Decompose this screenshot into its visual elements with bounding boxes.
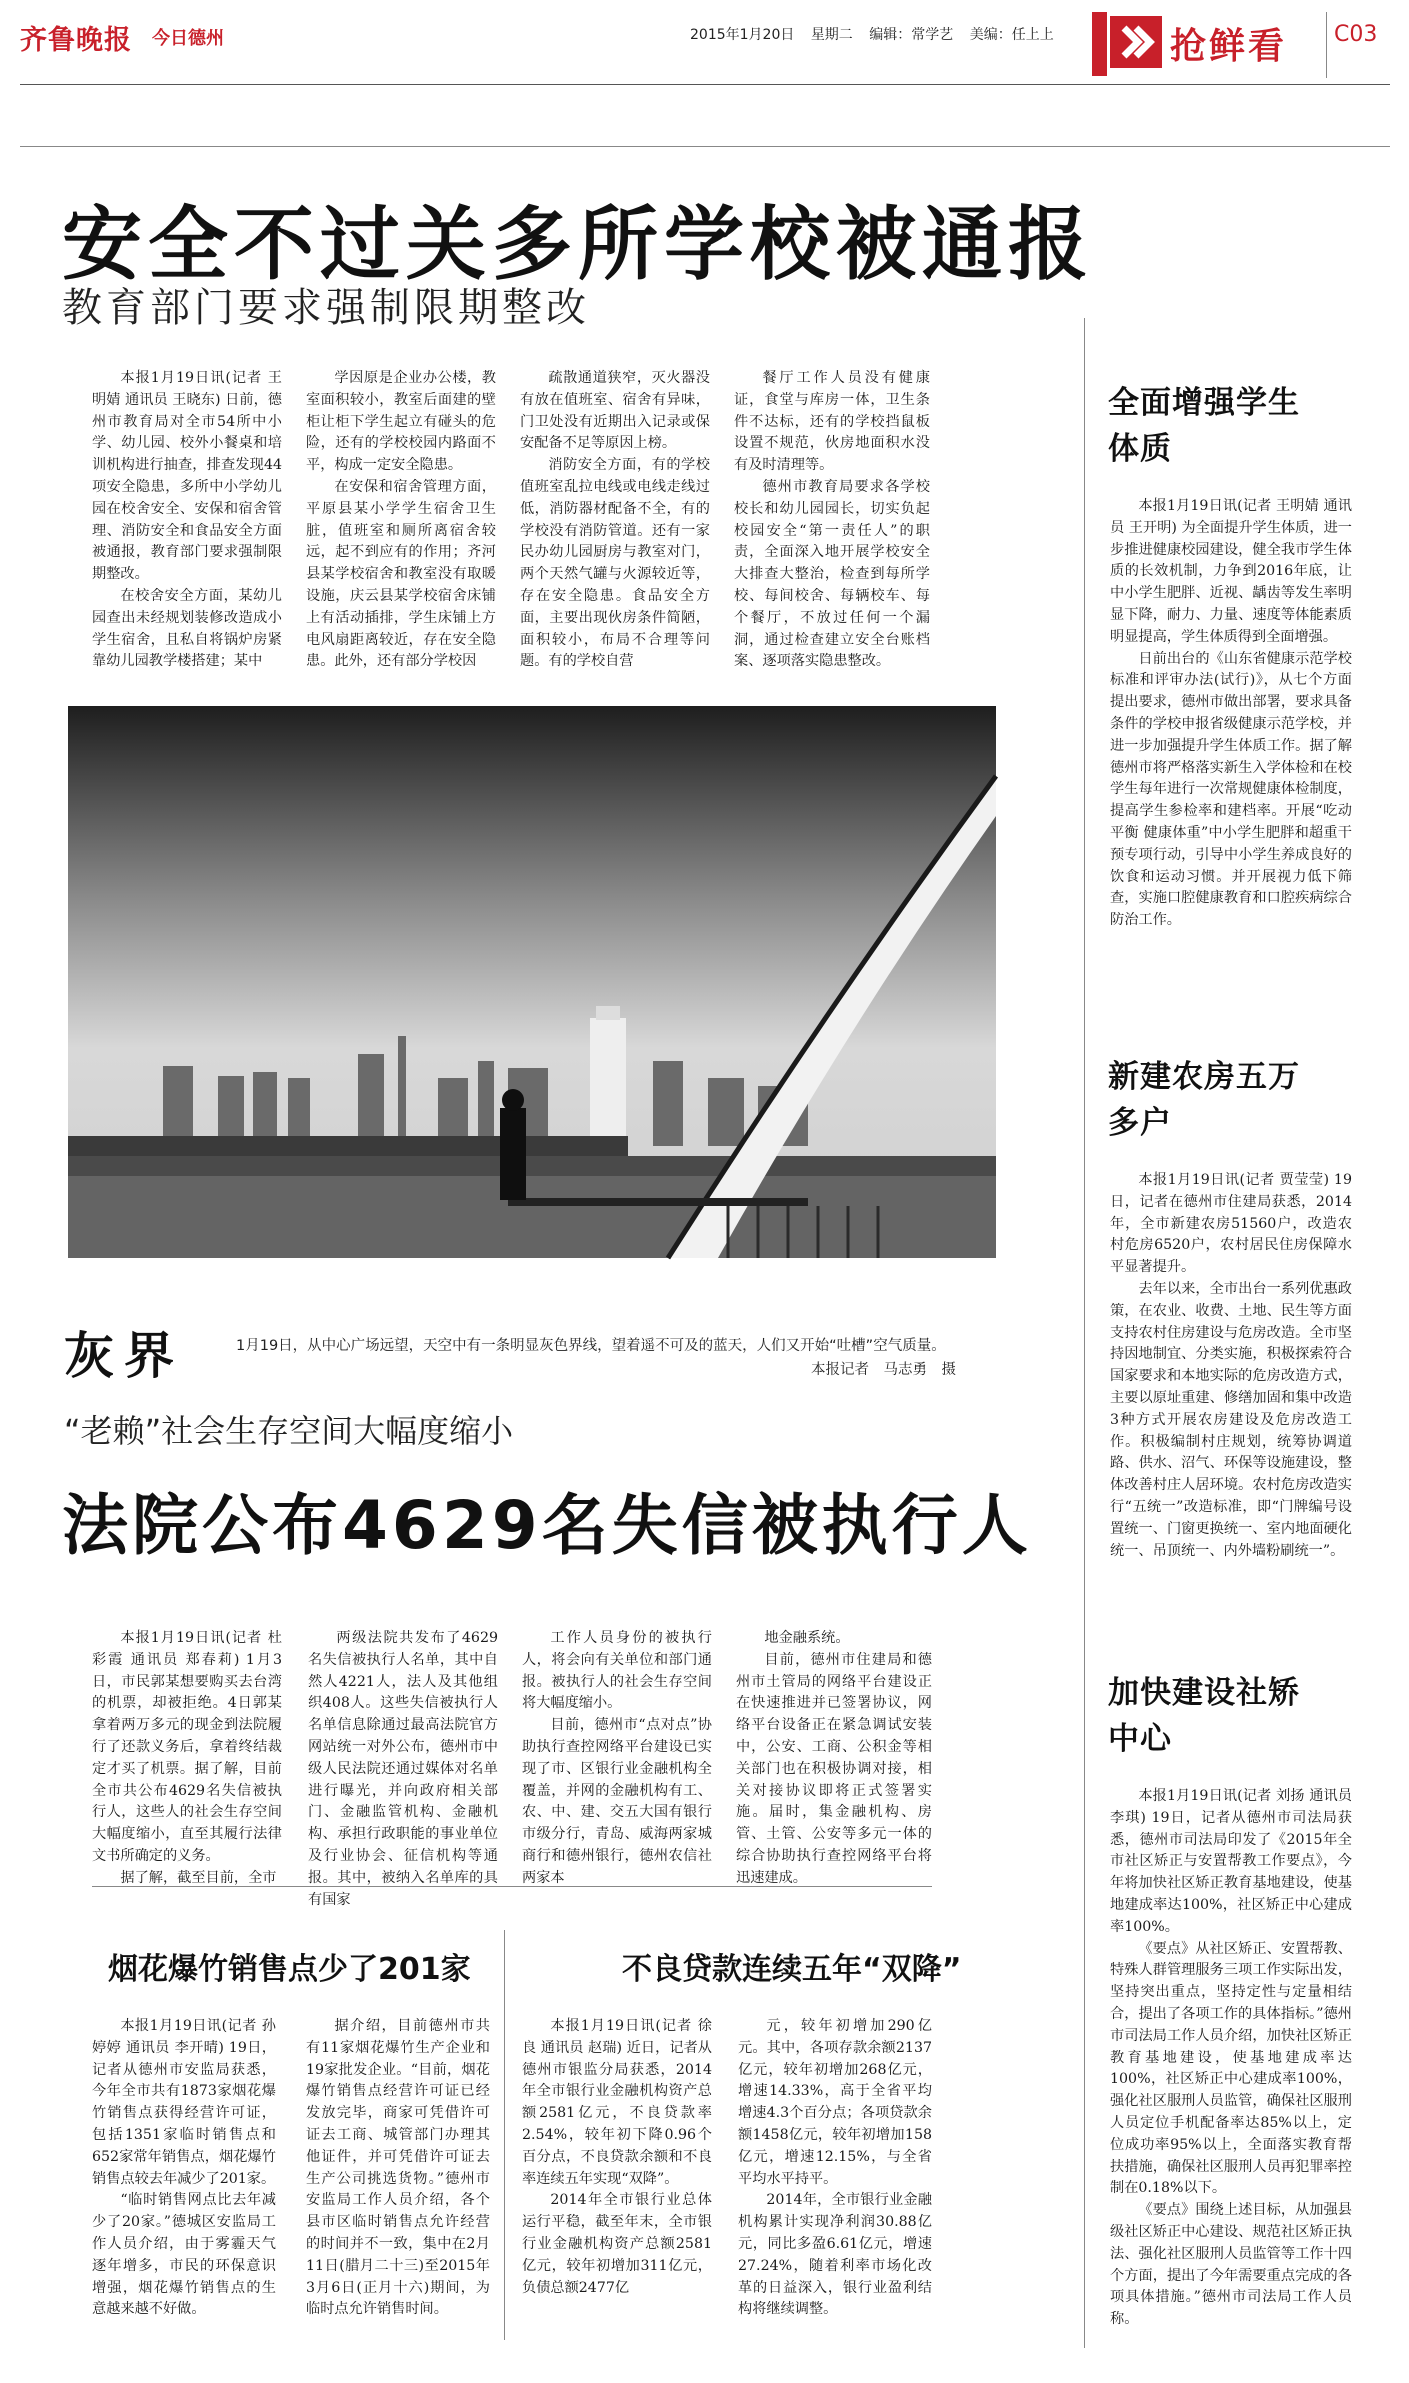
court-column-1: 本报1月19日讯(记者 杜彩霞 通讯员 郑春莉) 1月3日，市民郭某想要购买去台湾的机票，却被拒绝。4日郭某拿着两万多元的现金到法院履行了还款义务后，拿着终结裁定才买了机票。据了解，目前全市共公布4629名失信被执行人，这些人的社会生存空间大幅度缩小，直至其履行法律文书所确定的义务。 据了解，截至目前，全市 (92, 1630, 282, 1886)
fireworks-headline: 烟花爆竹销售点少了201家 (108, 1952, 471, 1987)
header-rule-2 (20, 146, 1390, 147)
cityscape-photo (68, 706, 996, 1258)
lead-column-3: 疏散通道狭窄，灭火器没有放在值班室、宿舍有异味，门卫处没有近期出入记录或保安配备不足等原因上榜。 消防安全方面，有的学校值班室乱拉电线或电线走线过低，消防器材配备不全，有的学校没有消防管道。还有一家民办幼儿园厨房与教室对门，两个天然气罐与火源较近等，存在安全隐患。食品安全方面，主要出现伙房条件简陋，面积较小，布局不合理等问题。有的学校自营 (520, 370, 710, 670)
column-tag: 抢鲜看 (1170, 26, 1288, 67)
fast-forward-icon (1110, 16, 1162, 68)
section-name: 今日德州 (152, 28, 224, 49)
fireworks-column-1: 本报1月19日讯(记者 孙婷婷 通讯员 李开晴) 19日，记者从德州市安监局获悉，今年全市共有1873家烟花爆竹销售点获得经营许可证，包括1351家临时销售点和652家常年销售点，烟花爆竹销售点较去年减少了201家。 “临时销售网点比去年减少了20家。”德城区安监局工作人员介绍，由于雾霾天气逐年增多，市民的环保意识增强，烟花爆竹销售点的生意越来越不好做。 (92, 2018, 276, 2318)
court-kicker: “老赖”社会生存空间大幅度缩小 (64, 1412, 514, 1450)
court-headline: 法院公布4629名失信被执行人 (62, 1487, 1032, 1564)
photo-caption (236, 1334, 976, 1382)
lead-column-4: 餐厅工作人员没有健康证，食堂与库房一体，卫生条件不达标，还有的学校挡鼠板设置不规范，伙房地面积水没有及时清理等。 德州市教育局要求各学校校长和幼儿园园长，切实负起校园安全“第一责任人”的职责，全面深入地开展学校安全大排查大整治，检查到每所学校、每间校舍、每辆校车、每个餐厅，不放过任何一个漏洞，通过检查建立安全台账档案、逐项落实隐患整改。 (734, 370, 930, 670)
sidebar-story-fitness: 本报1月19日讯(记者 王明婧 通讯员 王开明) 为全面提升学生体质，进一步推进健康校园建设，健全我市学生体质的长效机制，力争到2016年底，让中小学生肥胖、近视、龋齿等发生率明显下降，耐力、力量、速度等体能素质明显提高，学生体质得到全面增强。 日前出台的《山东省健康示范学校标准和评审办法(试行)》，从七个方面提出要求，德州市做出部署，要求具备条件的学校申报省级健康示范学校，并进一步加强提升学生体质工作。据了解德州市将严格落实新生入学体检和在校学生每年进行一次常规健康体检制度，提高学生参检率和建档率。开展“吃动平衡 健康体重”中小学生肥胖和超重干预专项行动，引导中小学生养成良好的饮食和运动习惯。并开展视力低下筛查，实施口腔健康教育和口腔疾病综合防治工作。 (1110, 498, 1352, 929)
court-column-4: 地金融系统。 目前，德州市住建局和德州市土管局的网络平台建设正在快速推进并已签署协议，网络平台设备正在紧急调试安装中，公安、工商、公积金等相关部门也在积极协调对接，相关对接协议即将正式签署实施。届时，集金融机构、房管、土管、公安等多元一体的综合协助执行查控网络平台将迅速建成。 (736, 1630, 932, 1886)
issue-meta (690, 24, 1066, 44)
section-divider (92, 1886, 932, 1887)
header-divider (1326, 12, 1327, 78)
fireworks-column-2: 据介绍，目前德州市共有11家烟花爆竹生产企业和19家批发企业。“目前，烟花爆竹销售点经营许可证已经发放完毕，商家可凭借许可证去工商、城管部门办理其他证件，并可凭借许可证去生产公司挑选货物。”德州市安监局工作人员介绍，各个县市区临时销售点允许经营的时间并不一致，集中在2月11日(腊月二十三)至2015年3月6日(正月十六)期间，为临时点允许销售时间。 (306, 2018, 490, 2318)
issue-date: 2015年1月20日 (690, 27, 795, 43)
loans-column-2: 元，较年初增加290亿元。其中，各项存款余额2137亿元，较年初增加268亿元，增速14.33%，高于全省平均增速4.3个百分点；各项贷款余额1458亿元，较年初增加158亿元，增速12.15%，与全省平均水平持平。 2014年，全市银行业金融机构累计实现净利润30.88亿元，同比多盈6.61亿元，增速27.24%，随着利率市场化改革的日益深入，银行业盈利结构将继续调整。 (738, 2018, 932, 2318)
court-column-3: 工作人员身份的被执行人，将会向有关单位和部门通报。被执行人的社会生存空间将大幅度缩小。 目前，德州市“点对点”协助执行查控网络平台建设已实现了市、区银行业金融机构全覆盖，并网的金融机构有工、农、中、建、交五大国有银行市级分行，青岛、威海两家城商行和德州银行，德州农信社两家本 (522, 1630, 712, 1886)
editor-credit: 编辑：常学艺 (869, 27, 954, 43)
page-number: C03 (1334, 22, 1378, 47)
newspaper-logo: 齐鲁晚报 (20, 25, 132, 56)
sidebar-title-fitness: 全面增强学生体质 (1108, 385, 1300, 467)
court-column-2: 两级法院共发布了4629名失信被执行人名单，其中自然人4221人，法人及其他组织408人。这些失信被执行人名单信息除通过最高法院官方网站统一对外公布，德州市中级人民法院还通过媒体对名单进行曝光，并向政府相关部门、金融监管机构、金融机构、承担行政职能的事业单位及行业协会、征信机构等通报。其中，被纳入名单库的具有国家 (308, 1630, 498, 1908)
designer-credit: 美编：任上上 (969, 27, 1054, 43)
lead-column-1: 本报1月19日讯(记者 王明婧 通讯员 王晓东) 日前，德州市教育局对全市54所中小学、幼儿园、校外小餐桌和培训机构进行抽查，排查发现44项安全隐患，多所中小学幼儿园在校舍安全、安保和宿舍管理、消防安全和食品安全方面被通报，教育部门要求强制限期整改。 在校舍安全方面，某幼儿园查出未经规划装修改造成小学生宿舍，且私自将锅炉房紧靠幼儿园教学楼搭建；某中 (92, 370, 282, 670)
column-rule (504, 1930, 505, 2340)
lead-subhead: 教育部门要求强制限期整改 (62, 285, 590, 331)
loans-column-1: 本报1月19日讯(记者 徐良 通讯员 赵瑞) 近日，记者从德州市银监分局获悉，2014年全市银行业金融机构资产总额2581亿元，不良贷款率2.54%，较年初下降0.96个百分点，不良贷款余额和不良率连续五年实现“双降”。 2014年全市银行业总体运行平稳，截至年末，全市银行业金融机构资产总额2581亿元，较年初增加311亿元，负债总额2477亿 (522, 2018, 712, 2296)
lead-headline: 安全不过关多所学校被通报 (62, 198, 1094, 291)
sidebar-story-housing: 本报1月19日讯(记者 贾莹莹) 19日，记者在德州市住建局获悉，2014年，全市新建农房51560户，改造农村危房6520户，农村居民住房保障水平显著提升。 去年以来，全市出台一系列优惠政策，在农业、收费、土地、民生等方面支持农村住房建设与危房改造。全市坚持因地制宜、分类实施，积极探索符合国家要求和本地实际的危房改造方式，主要以原址重建、修缮加固和集中改造3种方式开展农房建设及危房改造工作。积极编制村庄规划，统筹协调道路、供水、沼气、环保等设施建设，整体改善村庄人居环境。农村危房改造实行“五统一”改造标准，即“门牌编号设置统一、门窗更换统一、室内地面硬化统一、吊顶统一、内外墙粉刷统一”。 (1110, 1172, 1352, 1559)
photo-caption-text: 1月19日，从中心广场远望，天空中有一条明显灰色界线，望着遥不可及的蓝天，人们又开始“吐槽”空气质量。 (236, 1338, 946, 1354)
sidebar-title-correction: 加快建设社矫中心 (1108, 1675, 1300, 1757)
sidebar-story-correction: 本报1月19日讯(记者 刘扬 通讯员 李琪) 19日，记者从德州市司法局获悉，德州市司法局印发了《2015年全市社区矫正与安置帮教工作要点》，今年将加快社区矫正教育基地建设，使基地建成率达100%，社区矫正中心建成率100%。 《要点》从社区矫正、安置帮教、特殊人群管理服务三项工作实际出发，坚持突出重点，坚持定性与定量相结合，提出了各项工作的具体指标。”德州市司法局工作人员介绍，加快社区矫正教育基地建设，使基地建成率达100%，社区矫正中心建成率100%，强化社区服刑人员监管，确保社区服刑人员定位手机配备率达85%以上，定位成功率95%以上，全面落实教育帮扶措施，确保社区服刑人员再犯罪率控制在0.18%以下。 《要点》围绕上述目标，从加强县级社区矫正中心建设、规范社区矫正执法、强化社区服刑人员监管等工作十四个方面，提出了今年需要重点完成的各项具体措施。”德州市司法局工作人员称。 (1110, 1788, 1352, 2328)
sidebar-title-housing: 新建农房五万多户 (1108, 1059, 1300, 1141)
issue-weekday: 星期二 (810, 27, 853, 43)
header-accent-bar (1092, 12, 1107, 76)
header-rule (20, 84, 1390, 85)
photo-title: 灰界 (64, 1327, 184, 1385)
photo-credit: 本报记者 马志勇 摄 (811, 1362, 956, 1378)
loans-headline: 不良贷款连续五年“双降” (622, 1952, 962, 1987)
sidebar-rule (1084, 318, 1085, 2348)
lead-column-2: 学因原是企业办公楼，教室面积较小，教室后面建的壁柜让柜下学生起立有碰头的危险，还有的学校校园内路面不平，构成一定安全隐患。 在安保和宿舍管理方面，平原县某小学学生宿舍卫生脏，值班室和厕所离宿舍较远，起不到应有的作用；齐河县某学校宿舍和教室没有取暖设施，庆云县某学校宿舍床铺上有活动插排，学生床铺上方电风扇距离较近，存在安全隐患。此外，还有部分学校因 (306, 370, 496, 670)
